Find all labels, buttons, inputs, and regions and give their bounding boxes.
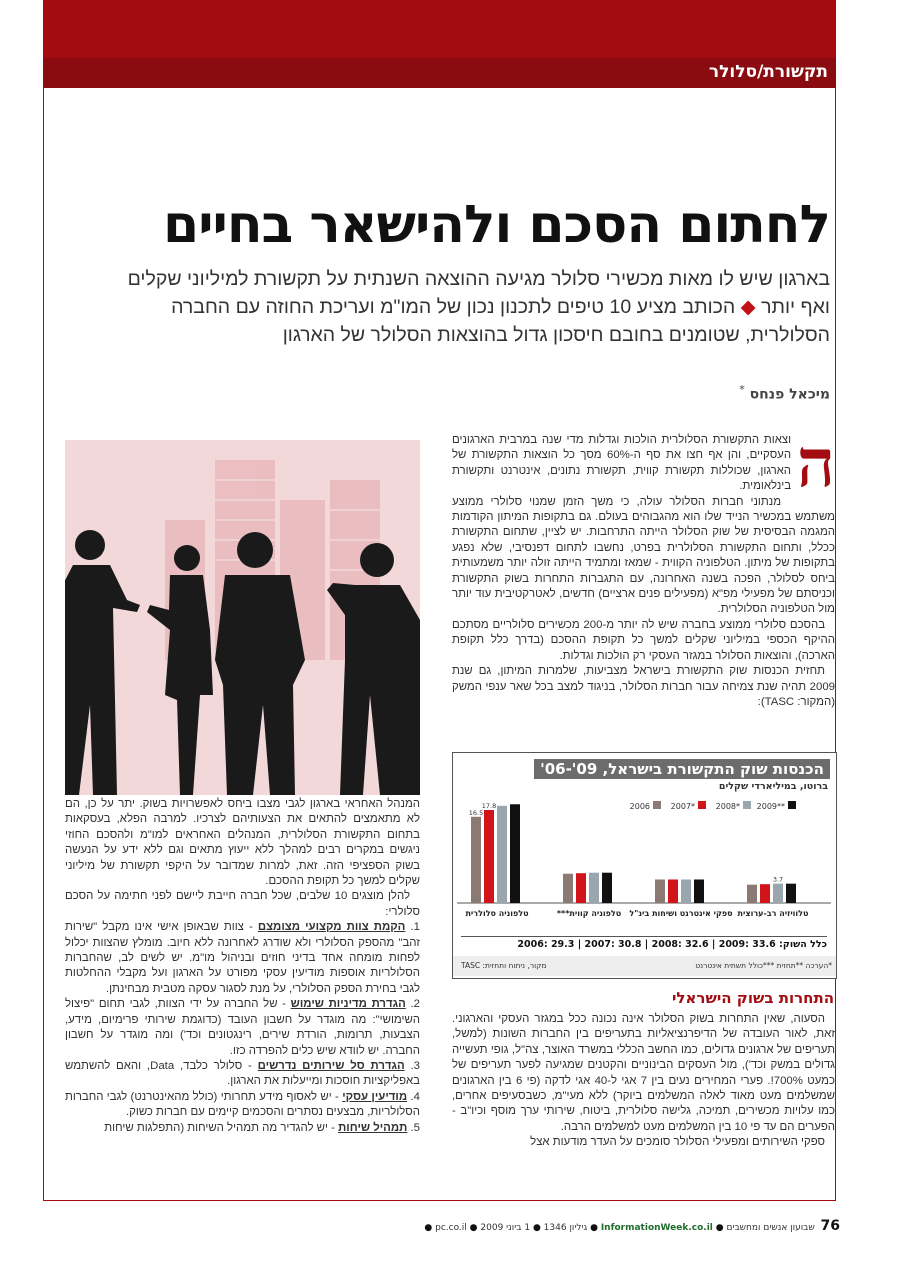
issue-date: 1 ביוני 2009 <box>480 1223 531 1233</box>
step-item <box>65 1121 420 1136</box>
subhead-line-2 <box>60 293 830 321</box>
bar <box>471 817 481 903</box>
step-item <box>65 1059 420 1090</box>
step-item <box>65 920 420 997</box>
legend-label: 2007* <box>670 802 695 811</box>
bar <box>694 879 704 903</box>
issue-number: גיליון 1346 <box>543 1223 588 1233</box>
subhead <box>60 265 830 349</box>
data-label: 16.5 <box>468 808 484 817</box>
site2-link[interactable]: pc.co.il <box>435 1223 467 1233</box>
step-title: הגדרת מדיניות שימוש <box>290 998 406 1011</box>
paragraph: המנהל האחראי בארגון לגבי מצבו ביחס לאפשרויות בשוק. יתר על כן, הם לא מתאמצים להתאים את הצעותיהם לצרכיו. למרבה הפלא, בעסקאות בתחום התקשורת הסלולרית, המנהלים האחראים למו"מ ולהסכם החוזי ניגשים במקרים רבים למהלך ללא ייעוץ מתאים וגם ללא ידע על הנעשה בשוק הספציפי הזה. זאת, למרות שמדובר על היקפי תקשורת של מיליוני שקלים למשך כל תקופת ההסכם. <box>65 798 420 888</box>
article-right-column <box>452 428 835 710</box>
legend-swatch <box>698 801 706 809</box>
step-text: - סלולר כלבד, Data, והאם להשתמש באפליקציות חוסכות ומייעלות את הארגון. <box>65 1059 420 1088</box>
chart-title: הכנסות שוק התקשורת בישראל, 09'-06' <box>534 759 830 779</box>
subhead-line-1: בארגון שיש לו מאות מכשירי סלולר מגיעה ההוצאה השנתית על תקשורת למיליוני שקלים <box>127 268 830 290</box>
step-number: 5. <box>410 1121 420 1134</box>
paragraph: להלן מוצגים 10 שלבים, שכל חברה חייבת ליישם לפני חתימה על הסכם סלולרי: <box>65 890 420 918</box>
magazine-name: שבועון אנשים ומחשבים <box>726 1223 815 1233</box>
bar <box>589 873 599 903</box>
bar <box>497 806 507 903</box>
bar <box>681 879 691 903</box>
data-label: 17.8 <box>481 801 497 810</box>
business-handshake-photo <box>65 440 420 795</box>
legend-swatch <box>788 801 796 809</box>
bar <box>510 804 520 903</box>
paragraph: בהסכם סלולרי ממוצע בחברה שיש לה יותר מ-200 מכשירים סלולריים מסתכם ההיקף הכספי במיליוני שקלים למשך כל תקופת ההסכם (בדרך כלל תקופת הארכה), והוצאות הסלולר במגזר העסקי רק הולכות וגדלות. <box>452 618 835 662</box>
legend-label: 2006 <box>629 802 650 811</box>
legend-label: 2009** <box>756 802 785 811</box>
category-label: טלפוניה קווית*** <box>556 909 622 918</box>
byline <box>739 383 830 403</box>
bar <box>655 879 665 903</box>
paragraph: הסעוה, שאין התחרות בשוק הסלולר אינה נכונה ככל במגזר העסקי והארגוני. זאת, לאור העובדה של הדיפרנציאליות בתעריפים בין החברות השונות (למשל, תעריפים של ארגונים גדולים, כמו החשב הכללי במשרד האוצר, צה"ל, גופי תעשייה גדולים במשק וכד'), מול העסקים הבינוניים והקטנים שמגיעה לפער תעריפים של כמעט 700%!. פערי המחירים נעים בין 7 אגי ל-40 אגי לדקה (פי 6 בין הארגונים שמשלמים מעט מאוד לאלה המשלמים ביוקר) ללא מעי"מ, כשבסעיפים אחרים, כמו עלויות מכשירים, תמיכה, גלישה סלולרית, ביטוח, שירותי ערך מוסף וכיו"ב - הפערים הם עד פי 10 בין המשלמים מעט למשלמים הרבה. <box>452 1013 835 1133</box>
section-heading: התחרות בשוק הישראלי <box>672 989 834 1007</box>
headline: לחתום הסכם ולהישאר בחיים <box>162 195 830 255</box>
legend-swatch <box>653 801 661 809</box>
subhead-line-2b: הכותב מציע 10 טיפים לתכנון נכון של המו"מ ועריכת החוזה עם החברה <box>171 296 736 318</box>
chart-footnote-text: *הערכה **תחזית ***כולל תשתית אינטרנט <box>695 961 832 970</box>
step-number: 3. <box>410 1059 421 1072</box>
step-number: 1. <box>410 921 420 934</box>
step-number: 4. <box>410 1090 420 1103</box>
site-link[interactable]: InformationWeek.co.il <box>600 1223 713 1233</box>
step-text: - צוות שבאופן אישי אינו מקבל "שירות זהב" מהספק הסלולרי ולא שודרג לאחרונה ללא חיוב. מומלץ שהצוות יכלול לפחות מומחה אחד בדיני חוזים ובניהול מו"מ. יש לשים לב, שהחברות הסלולריות אוספות מודיעין עסקי מפורט על הארגון ועל מקבלי ההחלטות לגבי בחירת הספק הסלולרי, על מנת לסגור עסקה מטבית מבחינתן. <box>65 921 420 995</box>
step-title: מודיעין עסקי <box>342 1090 408 1103</box>
article-right-column-lower <box>452 1012 835 1151</box>
author-name: מיכאל פנחס <box>749 386 830 403</box>
chart-source: מקור, ניתוח ותחזית: TASC <box>461 961 547 970</box>
step-title: הגדרת סל שירותים נדרשים <box>257 1059 405 1072</box>
bar <box>773 884 783 903</box>
drop-cap: ה <box>797 428 835 501</box>
legend-swatch <box>743 801 751 809</box>
category-label: ספקי אינטרנט ושיחות בינ"ל <box>629 909 733 918</box>
bar <box>602 873 612 903</box>
subhead-line-3: הסלולרית, שטומנים בחובם חיסכון גדול בהוצאות הסלולר של הארגון <box>282 324 830 346</box>
bar <box>576 873 586 903</box>
step-text: - יש לאסוף מידע תחרותי (כולל מהאינטרנט) לגבי החברות הסלולריות, מבצעים נסתרים והסכמים קיימים עם חברות כשוק. <box>65 1090 420 1119</box>
step-text: - יש להגדיר מה תמהיל השיחות (התפלגות שיחות <box>104 1121 339 1134</box>
step-title: תמהיל שיחות <box>338 1121 408 1134</box>
silhouettes-illustration <box>65 440 420 795</box>
category-label: טלוויזיה רב-ערוצית <box>737 909 809 918</box>
data-label: 3.7 <box>772 875 784 884</box>
bar <box>668 879 678 903</box>
author-footnote-mark: * <box>739 383 745 396</box>
bar <box>484 810 494 903</box>
step-title: הקמת צוות מקצועי מצומצם <box>257 921 406 934</box>
page-number: 76 <box>820 1218 840 1234</box>
paragraph: ספקי השירותים ומפעילי הסלולר סומכים על העדר מודעות אצל <box>530 1136 825 1149</box>
step-text: - של החברה על ידי הצוות, לגבי תחום "פיצול השימושי": מה מוגדר על חשבון העובד (כדוגמת שירותי פרימיום, מידע, הצבעות, תרומות, הורדת שירים, רינגטונים וכד') ומה מוגדר על חשבון החברה. יש לוודא שיש כלים להפרדה כזו. <box>65 998 420 1057</box>
chart-total-line: כלל השוק: 33.6 :2009 | 32.6 :2008 | 30.8 :2007 | 29.3 :2006 <box>461 936 827 950</box>
revenue-chart <box>452 752 837 979</box>
paragraph: תחזית הכנסות שוק התקשורת בישראל מצביעות, שלמרות המיתון, גם שנת 2009 תהיה שנת צמיחה עבור חברות הסלולר, בניגוד למצב בכל שאר ענפי המשק (המקור: TASC): <box>452 665 835 708</box>
paragraph: וצאות התקשורת הסלולרית הולכות וגדלות מדי שנה במרבית הארגונים העסקיים, והן אף חצו את סף ה-60% מסך כל הוצאות התקשורת של הארגון, שכוללות תקשורת קווית, תקשורת נתונים, אינטרנט ותקשורת בינלאומית. <box>452 434 792 493</box>
chart-units: ברוטו, במיליארדי שקלים <box>718 781 828 792</box>
step-item <box>65 1090 420 1121</box>
article-left-column <box>65 797 420 1136</box>
bar <box>563 874 573 903</box>
step-number: 2. <box>410 998 420 1011</box>
bar <box>747 885 757 903</box>
legend-label: 2008* <box>715 802 740 811</box>
subhead-line-2a: ואף יותר <box>761 296 830 318</box>
page-footer: 76 שבועון אנשים ומחשבים ● InformationWeek.co.il ● גיליון 1346 ● 1 ביוני 2009 ● pc.co.il ● <box>424 1218 840 1234</box>
category-label: טלפוניה סלולרית <box>465 909 529 918</box>
chart-footnote <box>453 956 836 976</box>
bar <box>786 884 796 903</box>
bar <box>760 884 770 903</box>
chart-svg <box>453 753 836 933</box>
section-label: תקשורת/סלולר <box>708 62 828 82</box>
diamond-icon: ◆ <box>740 296 756 318</box>
step-item <box>65 997 420 1059</box>
paragraph: מנתוני חברות הסלולר עולה, כי משך הזמן שמנוי סלולרי ממוצע משתמש במכשיר הנייד שלו הוא מהגבוהים בעולם. גם בתקופות המיתון הקודמות המגמה הבסיסית של שוק הסלולר הייתה התרחבות. יש לציין, שתחום התקשורת ככלל, ותחום התקשורת הסלולרית בפרט, נחשבו לתחום דפנסיבי, שלא נפגע בתקופות של מיתון. הטלפוניה הקווית - שמאז ומתמיד הייתה זולה יותר משמעותית ביחס לסלולר, הפכה בשנה האחרונה, עם התגברות התחרות בשוק התקשורת וכניסתם של מפעילי מפ"א (מפעילים פנים ארציים) חדשים, לאטרקטיבית עוד יותר מול הטלפוניה הסלולרית. <box>452 495 835 616</box>
